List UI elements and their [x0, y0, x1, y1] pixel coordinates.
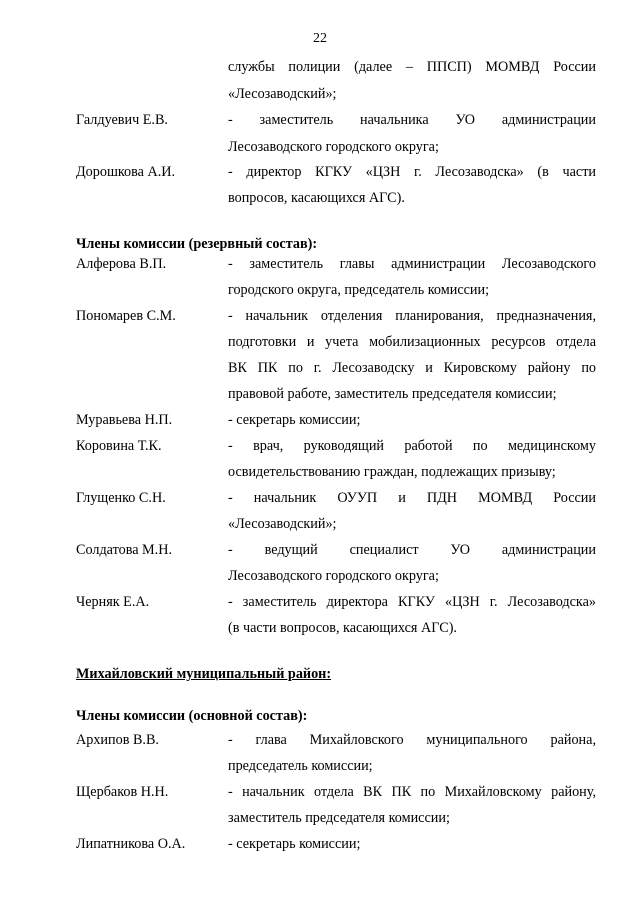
section-heading-reserve: Члены комиссии (резервный состав): — [76, 236, 318, 252]
member-name: Архипов В.В. — [76, 732, 159, 748]
member-role-line: ВК ПК по г. Лесозаводску и Кировскому району по — [228, 360, 596, 376]
member-role-line: - заместитель главы администрации Лесозаводского — [228, 256, 596, 272]
member-name: Галдуевич Е.В. — [76, 112, 168, 128]
member-role-line: Лесозаводского городского округа; — [228, 139, 439, 155]
member-name: Черняк Е.А. — [76, 594, 150, 610]
member-role-line: «Лесозаводский»; — [228, 516, 337, 532]
member-name: Дорошкова А.И. — [76, 164, 176, 180]
member-role-line: - директор КГКУ «ЦЗН г. Лесозаводска» (в части — [228, 164, 596, 180]
page-number: 22 — [313, 31, 327, 46]
member-name: Глущенко С.Н. — [76, 490, 166, 506]
member-role-line: Лесозаводского городского округа; — [228, 568, 439, 584]
member-name: Солдатова М.Н. — [76, 542, 173, 558]
member-role-line: подготовки и учета мобилизационных ресурсов отдела — [228, 334, 596, 350]
member-role-line: освидетельствованию граждан, подлежащих призыву; — [228, 464, 556, 480]
member-name: Щербаков Н.Н. — [76, 784, 169, 800]
member-role-line: - заместитель начальника УО администрации — [228, 112, 596, 128]
member-role-line: правовой работе, заместитель председателя комиссии; — [228, 386, 557, 402]
member-role-line: - секретарь комиссии; — [228, 412, 361, 428]
member-role-line: председатель комиссии; — [228, 758, 373, 774]
member-name: Алферова В.П. — [76, 256, 167, 272]
member-role-line: городского округа, председатель комиссии; — [228, 282, 490, 298]
member-role-line: - начальник отделения планирования, предназначения, — [228, 308, 596, 324]
member-name: Пономарев С.М. — [76, 308, 176, 324]
member-role-line: - ведущий специалист УО администрации — [228, 542, 596, 558]
member-role-line: - секретарь комиссии; — [228, 836, 361, 852]
member-role-line: вопросов, касающихся АГС). — [228, 190, 405, 206]
intro-line: службы полиции (далее – ППСП) МОМВД России — [228, 59, 596, 75]
member-role-line: - начальник ОУУП и ПДН МОМВД России — [228, 490, 596, 506]
member-role-line: заместитель председателя комиссии; — [228, 810, 450, 826]
member-role-line: (в части вопросов, касающихся АГС). — [228, 620, 457, 636]
section-heading-main: Члены комиссии (основной состав): — [76, 708, 308, 724]
district-heading: Михайловский муниципальный район: — [76, 666, 332, 682]
member-name: Коровина Т.К. — [76, 438, 162, 454]
member-name: Муравьева Н.П. — [76, 412, 173, 428]
member-name: Липатникова О.А. — [76, 836, 186, 852]
member-role-line: - начальник отдела ВК ПК по Михайловскому району, — [228, 784, 596, 800]
intro-line: «Лесозаводский»; — [228, 86, 337, 102]
member-role-line: - заместитель директора КГКУ «ЦЗН г. Лесозаводска» — [228, 594, 596, 610]
member-role-line: - глава Михайловского муниципального района, — [228, 732, 596, 748]
member-role-line: - врач, руководящий работой по медицинскому — [228, 438, 596, 454]
